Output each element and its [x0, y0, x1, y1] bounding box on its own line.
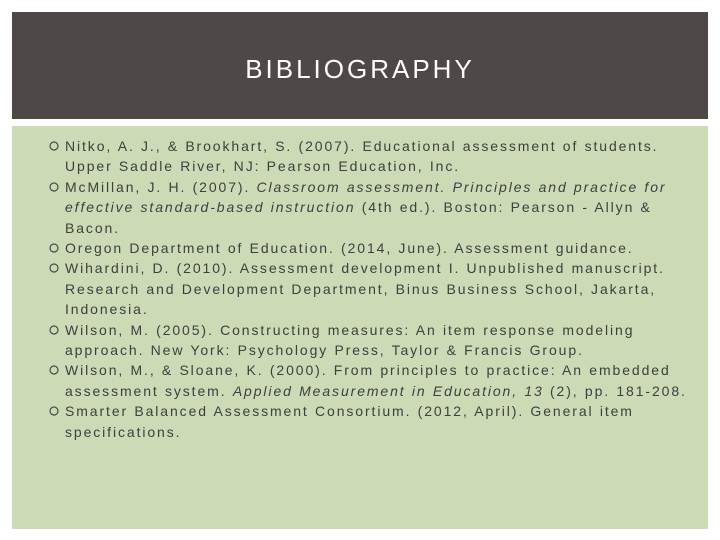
reference-text: Smarter Balanced Assessment Consortium. (2012, April). General item specifications.: [65, 403, 634, 440]
title-bar: [12, 12, 708, 119]
reference-item: [36, 360, 700, 401]
circle-bullet-icon: [49, 141, 59, 151]
reference-text: Nitko, A. J., & Brookhart, S. (2007). Educational assessment of students. Upper Saddle River, NJ: Pearson Education, Inc.: [65, 138, 659, 175]
reference-text: McMillan, J. H. (2007).: [65, 178, 257, 195]
reference-text: (2), pp. 181-208.: [543, 382, 687, 399]
reference-text: Wihardini, D. (2010). Assessment development I. Unpublished manuscript. Research and Development Department, Binus Business School, Jakarta, Indonesia.: [65, 260, 665, 318]
reference-item: [36, 258, 700, 319]
reference-title-italic: Applied Measurement in Education, 13: [232, 382, 544, 399]
reference-title-italic: Classroom assessment. Principles and practice for effective standard-based instruction: [65, 178, 667, 216]
reference-item: [36, 320, 700, 361]
reference-text: Wilson, M., & Sloane, K. (2000). From principles to practice: An embedded assessment system.: [65, 362, 671, 399]
reference-text: Oregon Department of Education. (2014, June). Assessment guidance.: [65, 240, 634, 257]
reference-item: [36, 238, 700, 258]
circle-bullet-icon: [49, 365, 59, 375]
circle-bullet-icon: [49, 325, 59, 335]
reference-text: Wilson, M. (2005). Constructing measures: An item response modeling approach. New York: Psychology Press, Taylor & Francis Group.: [65, 321, 635, 359]
page-title: BIBLIOGRAPHY: [245, 54, 475, 84]
circle-bullet-icon: [49, 182, 59, 192]
reference-list: [36, 136, 700, 442]
circle-bullet-icon: [49, 243, 59, 253]
circle-bullet-icon: [49, 263, 59, 273]
reference-text: (4th ed.). Boston: Pearson - Allyn & Bacon.: [65, 199, 652, 236]
reference-item: [36, 177, 700, 238]
reference-item: [36, 401, 700, 442]
circle-bullet-icon: [49, 406, 59, 416]
reference-item: [36, 136, 700, 177]
